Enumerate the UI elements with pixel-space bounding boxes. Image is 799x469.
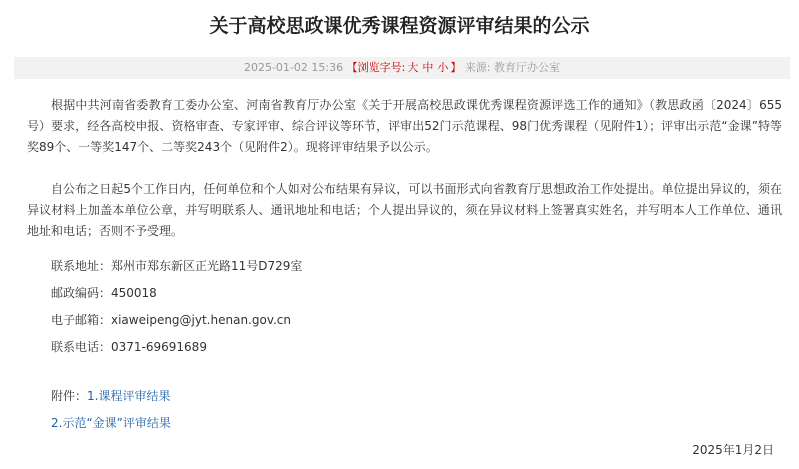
footer-date: 2025年1月2日	[692, 443, 774, 457]
font-size-label-close: 】	[450, 61, 462, 74]
attachments-label: 附件：	[51, 389, 88, 403]
publish-date: 2025-01-02 15:36	[243, 61, 344, 74]
contact-postcode: 邮政编码：450018	[51, 286, 157, 300]
contact-email: 电子邮箱：xiaweipeng@jyt.henan.gov.cn	[51, 313, 292, 327]
attachments-line	[51, 387, 170, 405]
body-paragraph-1: 根据中共河南省委教育工委办公室、河南省教育厅办公室《关于开展高校思政课优秀课程资源评选工作的通知》（教思政函〔2024〕655号）要求，经各高校申报、资格审查、专家评审、综合评议等环节，评审出52门示范课程、98门优秀课程（见附件1）；评审出示范“金课”特等奖89个、一等奖147个、二等奖243个（见附件2）。现将评审结果予以公示。	[27, 98, 782, 154]
contact-phone: 联系电话：0371-69691689	[51, 340, 207, 354]
font-size-selector	[347, 61, 462, 74]
font-size-medium-link[interactable]: 中	[422, 61, 434, 74]
article-meta-bar	[14, 57, 790, 79]
attachment-line-2	[51, 414, 171, 432]
font-size-label: 【浏览字号:	[346, 61, 406, 74]
article-source: 来源: 教育厅办公室	[464, 61, 561, 74]
contact-address: 联系地址：郑州市郑东新区正光路11号D729室	[51, 259, 303, 273]
font-size-large-link[interactable]: 大	[407, 61, 419, 74]
font-size-small-link[interactable]: 小	[437, 61, 449, 74]
page-title: 关于高校思政课优秀课程资源评审结果的公示	[209, 15, 590, 37]
attachment-link-1[interactable]: 1.课程评审结果	[87, 389, 171, 403]
body-paragraph-2: 自公布之日起5个工作日内，任何单位和个人如对公布结果有异议，可以书面形式向省教育厅思想政治工作处提出。单位提出异议的，须在异议材料上加盖本单位公章，并写明联系人、通讯地址和电话；个人提出异议的，须在异议材料上签署真实姓名，并写明本人工作单位、通讯地址和电话；否则不予受理。	[27, 182, 782, 238]
attachment-link-2[interactable]: 2.示范“金课”评审结果	[51, 416, 171, 430]
